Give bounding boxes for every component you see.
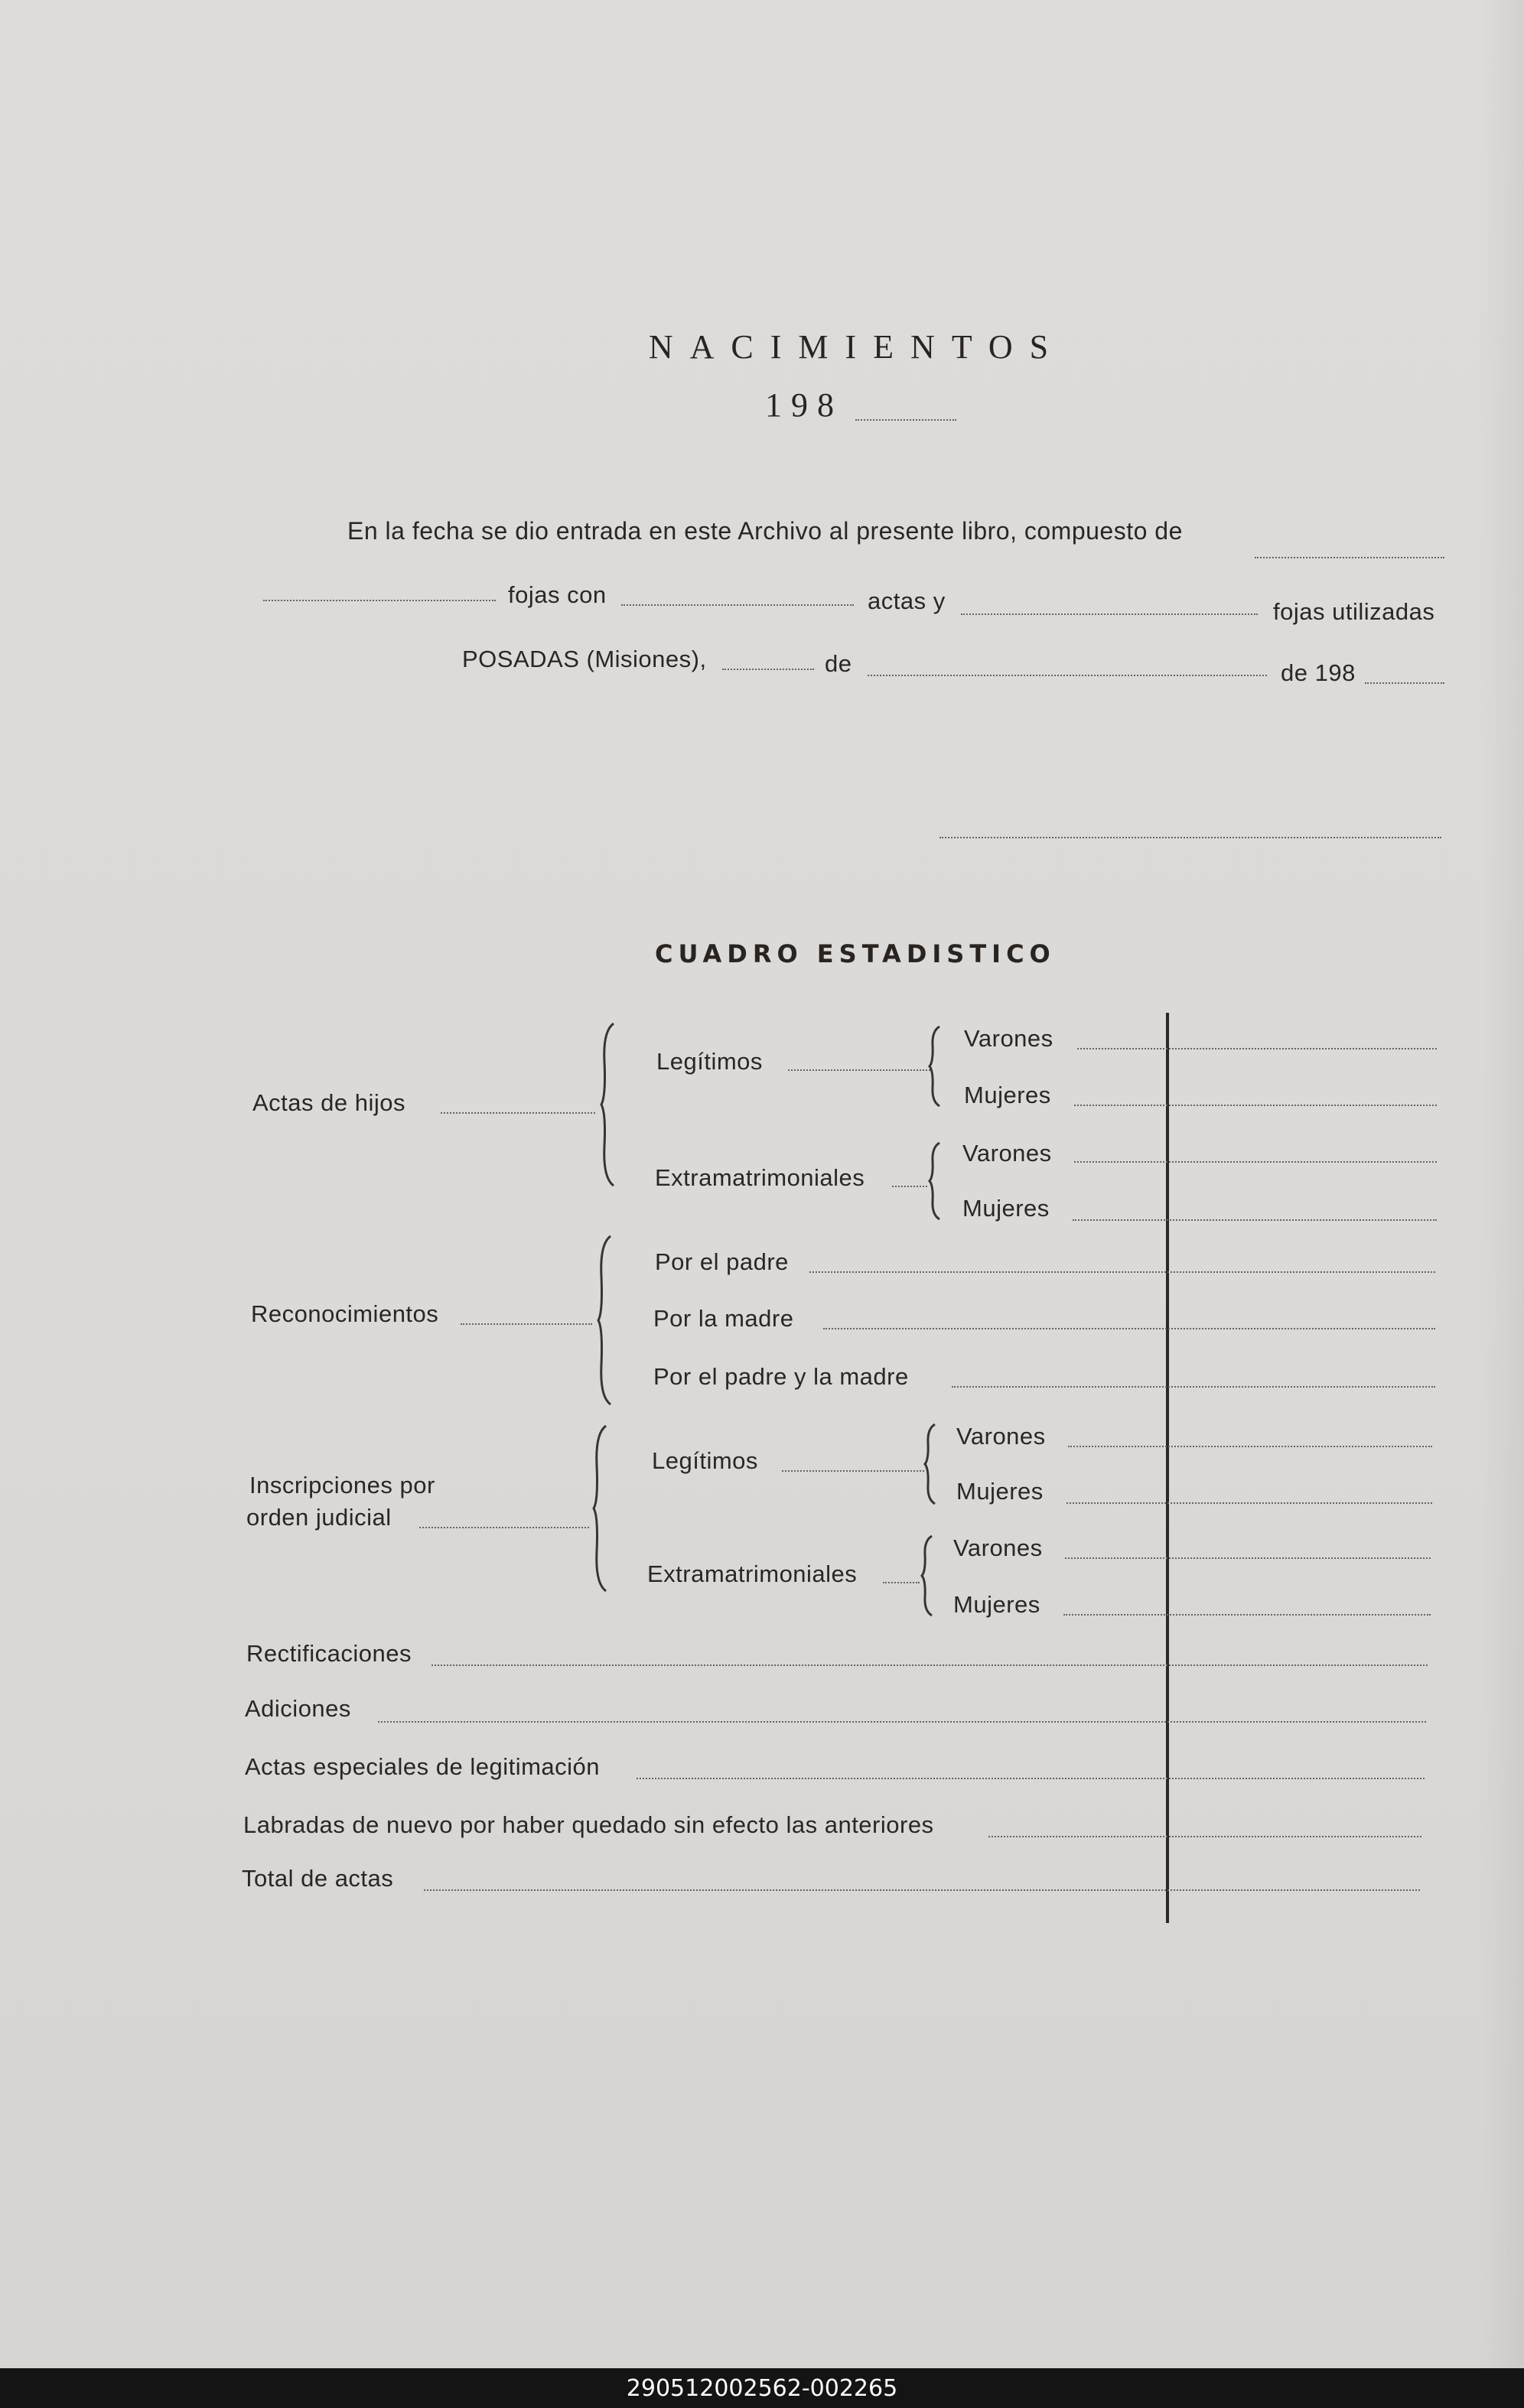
column-divider — [1166, 1013, 1169, 1923]
total-actas-label: Total de actas — [242, 1865, 394, 1892]
reconocimientos-brace — [597, 1236, 615, 1404]
footer-id: 290512002562-002265 — [626, 2374, 898, 2402]
cuadro-title: CUADRO ESTADISTICO — [655, 939, 1056, 968]
actas-legitimos-varones-row — [1077, 1048, 1437, 1049]
inscripciones-legitimos-label: Legítimos — [652, 1447, 758, 1474]
actas-extramatrimoniales-brace — [929, 1143, 943, 1219]
intro-blank-4 — [961, 613, 1258, 615]
intro-place: POSADAS (Misiones), — [462, 646, 707, 672]
actas-legitimos-label: Legítimos — [656, 1048, 763, 1075]
adiciones-label: Adiciones — [245, 1695, 351, 1722]
reconocimiento-padre-row — [809, 1271, 1435, 1273]
intro-blank-1 — [1255, 557, 1444, 558]
intro-fojas-utilizadas: fojas utilizadas — [1273, 598, 1435, 625]
actas-extra-varones-label: Varones — [962, 1140, 1052, 1167]
intro-blank-2 — [263, 600, 496, 601]
intro-blank-6 — [868, 675, 1267, 676]
actas-extra-mujeres-row — [1073, 1219, 1437, 1221]
reconocimientos-leader — [461, 1323, 592, 1325]
document-title: NACIMIENTOS — [648, 328, 1066, 366]
footer-id-bar — [0, 2368, 1524, 2408]
intro-line-1: En la fecha se dio entrada en este Archivo al presente libro, compuesto de — [347, 517, 1183, 545]
actas-extramatrimoniales-leader — [892, 1186, 927, 1187]
inscripciones-label-1: Inscripciones por — [249, 1472, 435, 1498]
actas-legitimos-brace — [929, 1027, 943, 1106]
intro-blank-5 — [722, 669, 814, 670]
inscripciones-brace — [592, 1426, 611, 1591]
intro-de: de — [825, 650, 852, 677]
intro-de-198: de 198 — [1281, 659, 1356, 686]
labradas-label: Labradas de nuevo por haber quedado sin efecto las anteriores — [243, 1811, 934, 1838]
inscripciones-legitimos-brace — [924, 1424, 938, 1504]
year-label: 198 — [765, 386, 843, 424]
actas-de-hijos-brace — [600, 1023, 618, 1186]
actas-legitimos-leader — [788, 1069, 930, 1071]
actas-legitimos-varones-label: Varones — [964, 1025, 1053, 1052]
actas-especiales-label: Actas especiales de legitimación — [245, 1753, 601, 1780]
inscripciones-extra-brace — [921, 1536, 935, 1616]
inscripciones-extra-mujeres-row — [1063, 1614, 1431, 1616]
inscripciones-leader — [419, 1527, 589, 1528]
inscripciones-extra-label: Extramatrimoniales — [647, 1560, 858, 1587]
actas-extramatrimoniales-label: Extramatrimoniales — [655, 1164, 865, 1191]
actas-legitimos-mujeres-label: Mujeres — [964, 1082, 1051, 1108]
inscripciones-legitimos-mujeres-label: Mujeres — [956, 1478, 1044, 1505]
labradas-row — [988, 1836, 1421, 1837]
intro-actas-y: actas y — [868, 587, 946, 614]
inscripciones-legitimos-leader — [782, 1470, 924, 1472]
total-actas-row — [424, 1889, 1420, 1891]
inscripciones-legitimos-varones-row — [1068, 1446, 1432, 1447]
signature-line — [939, 837, 1441, 838]
reconocimiento-padre-label: Por el padre — [655, 1248, 789, 1275]
inscripciones-legitimos-mujeres-row — [1066, 1502, 1432, 1504]
intro-blank-3 — [621, 604, 854, 606]
inscripciones-legitimos-varones-label: Varones — [956, 1423, 1046, 1450]
intro-fojas-con: fojas con — [508, 581, 607, 608]
intro-blank-7 — [1365, 682, 1444, 684]
inscripciones-extra-leader — [883, 1582, 920, 1583]
inscripciones-extra-varones-row — [1065, 1557, 1431, 1559]
reconocimiento-madre-row — [823, 1328, 1435, 1329]
reconocimiento-ambos-label: Por el padre y la madre — [653, 1363, 909, 1390]
actas-de-hijos-label: Actas de hijos — [252, 1089, 405, 1116]
actas-especiales-row — [637, 1778, 1425, 1779]
actas-legitimos-mujeres-row — [1074, 1105, 1437, 1106]
actas-de-hijos-leader — [441, 1112, 595, 1114]
reconocimientos-label: Reconocimientos — [251, 1300, 439, 1327]
rectificaciones-row — [431, 1664, 1428, 1666]
inscripciones-extra-varones-label: Varones — [953, 1534, 1043, 1561]
actas-extra-mujeres-label: Mujeres — [962, 1195, 1050, 1222]
adiciones-row — [378, 1721, 1426, 1723]
reconocimiento-ambos-row — [952, 1386, 1435, 1388]
year-blank — [855, 419, 956, 421]
rectificaciones-label: Rectificaciones — [246, 1640, 412, 1667]
reconocimiento-madre-label: Por la madre — [653, 1305, 794, 1332]
actas-extra-varones-row — [1074, 1161, 1437, 1163]
inscripciones-label-2: orden judicial — [246, 1504, 392, 1531]
inscripciones-extra-mujeres-label: Mujeres — [953, 1591, 1040, 1618]
